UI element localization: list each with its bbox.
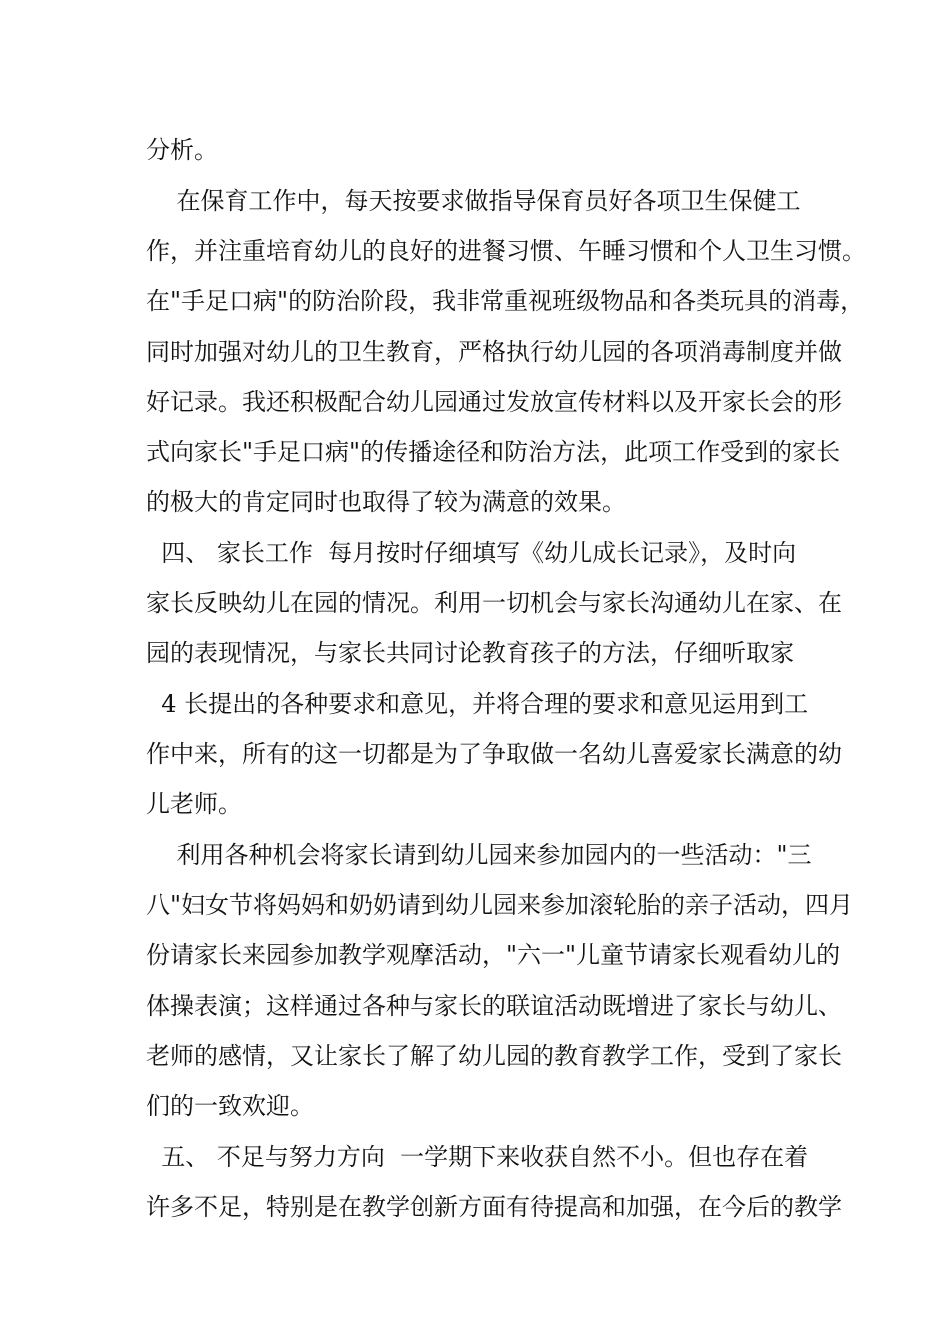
text-line: 利用各种机会将家长请到幼儿园来参加园内的一些活动："三	[146, 841, 812, 869]
text-line: 儿老师。	[146, 790, 242, 818]
text-line: 4 长提出的各种要求和意见，并将合理的要求和意见运用到工	[146, 690, 809, 718]
text-line: 好记录。我还积极配合幼儿园通过发放宣传材料以及开家长会的形	[146, 388, 842, 416]
section-heading-line: 五、 不足与努力方向 一学期下来收获自然不小。但也存在着	[146, 1143, 809, 1171]
text-line: 在"手足口病"的防治阶段，我非常重视班级物品和各类玩具的消毒，	[146, 287, 865, 315]
text-line: 园的表现情况，与家长共同讨论教育孩子的方法，仔细听取家	[146, 639, 794, 667]
text-line: 分析。	[146, 136, 218, 164]
text-line: 同时加强对幼儿的卫生教育，严格执行幼儿园的各项消毒制度并做	[146, 338, 842, 366]
text-line: 们的一致欢迎。	[146, 1092, 314, 1120]
text-line: 在保育工作中，每天按要求做指导保育员好各项卫生保健工	[146, 187, 801, 215]
text-line: 作，并注重培育幼儿的良好的进餐习惯、午睡习惯和个人卫生习惯。	[146, 237, 866, 265]
text-line: 八"妇女节将妈妈和奶奶请到幼儿园来参加滚轮胎的亲子活动，四月	[146, 891, 854, 919]
section-heading-line: 四、 家长工作 每月按时仔细填写《幼儿成长记录》，及时向	[146, 539, 797, 567]
text-line: 家长反映幼儿在园的情况。利用一切机会与家长沟通幼儿在家、在	[146, 589, 842, 617]
text-line: 作中来，所有的这一切都是为了争取做一名幼儿喜爱家长满意的幼	[146, 740, 842, 768]
text-line: 的极大的肯定同时也取得了较为满意的效果。	[146, 488, 626, 516]
text-line: 份请家长来园参加教学观摩活动，"六一"儿童节请家长观看幼儿的	[146, 941, 841, 969]
text-line: 式向家长"手足口病"的传播途径和防治方法，此项工作受到的家长	[146, 438, 841, 466]
text-line: 体操表演；这样通过各种与家长的联谊活动既增进了家长与幼儿、	[146, 992, 842, 1020]
text-line: 老师的感情，又让家长了解了幼儿园的教育教学工作，受到了家长	[146, 1042, 842, 1070]
text-line: 许多不足，特别是在教学创新方面有待提高和加强，在今后的教学	[146, 1193, 842, 1221]
